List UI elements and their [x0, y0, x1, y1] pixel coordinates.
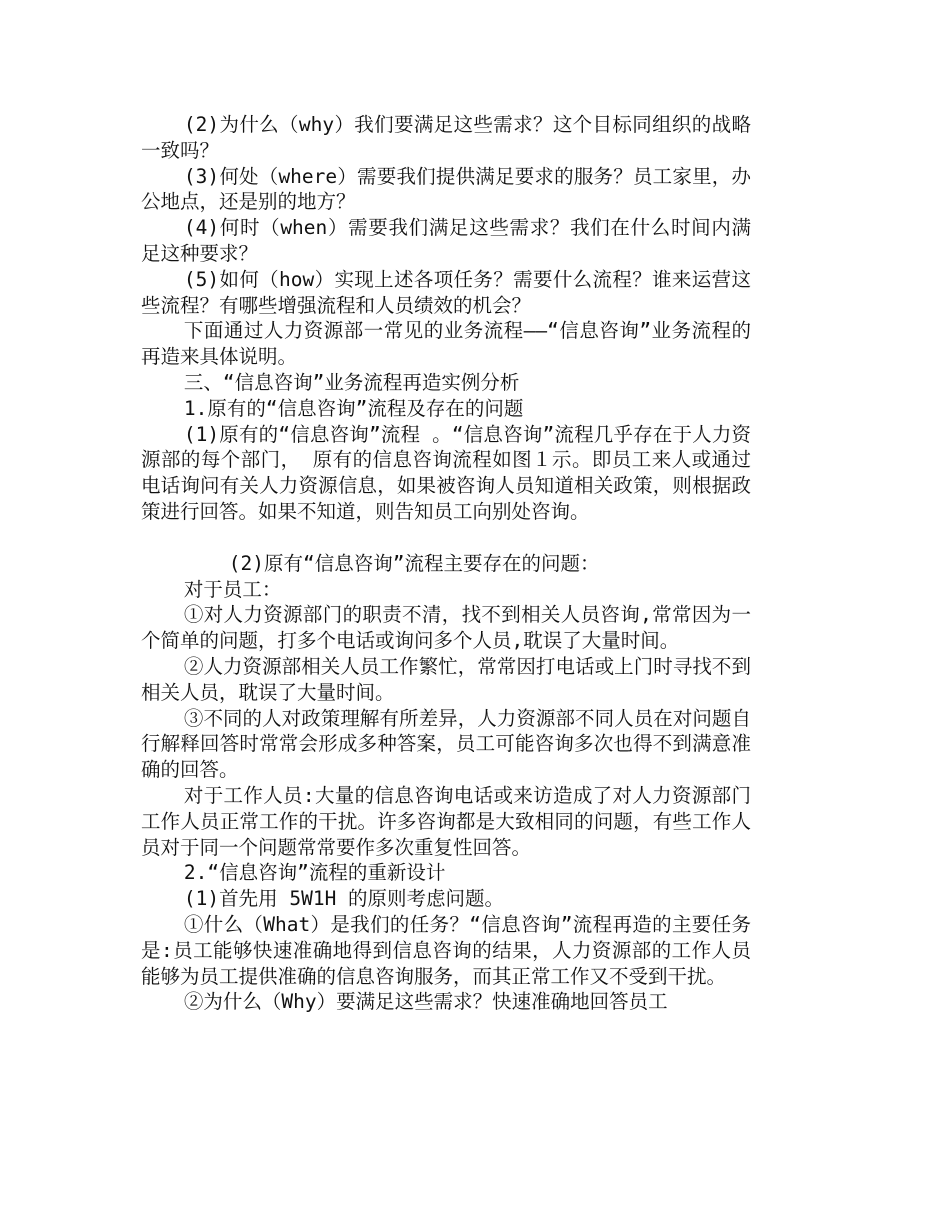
paragraph-5w1h: (1)首先用 5W1H 的原则考虑问题。 [183, 887, 505, 911]
paragraph-how: (5)如何（how）实现上述各项任务？需要什么流程？谁来运营这些流程？有哪些增强流程和人员绩效的机会？ [141, 267, 751, 317]
paragraph-what: ①什么（What）是我们的任务？“信息咨询”流程再造的主要任务是:员工能够快速准确地得到信息咨询的结果，人力资源部的工作人员能够为员工提供准确的信息咨询服务，而其正常工作又不受到干扰。 [141, 912, 751, 988]
subheading-1: 1.原有的“信息咨询”流程及存在的问题 [183, 396, 524, 420]
subheading-2: 2.“信息咨询”流程的重新设计 [183, 861, 446, 885]
blank-line [141, 525, 751, 551]
paragraph-problems-heading: (2)原有“信息咨询”流程主要存在的问题： [228, 551, 600, 575]
paragraph-problem-2: ②人力资源部相关人员工作繁忙，常常因打电话或上门时寻找不到相关人员，耽误了大量时间。 [141, 654, 751, 704]
paragraph-problem-3: ③不同的人对政策理解有所差异，人力资源部不同人员在对问题自行解释回答时常常会形成多种答案，员工可能咨询多次也得不到满意准确的回答。 [141, 706, 751, 782]
paragraph-why-2: ②为什么（Why）要满足这些需求？快速准确地回答员工 [183, 990, 668, 1014]
paragraph-problem-1: ①对人力资源部门的职责不清，找不到相关人员咨询,常常因为一个简单的问题，打多个电话或询问多个人员,耽误了大量时间。 [141, 603, 751, 653]
paragraph-original-process: (1)原有的“信息咨询”流程 。“信息咨询”流程几乎存在于人力资源部的每个部门， 原有的信息咨询流程如图１示。即员工来人或通过电话询问有关人力资源信息，如果被咨询人员知道相关政策，则根据政策进行回答。如果不知道，则告知员工向别处咨询。 [141, 422, 751, 523]
paragraph-for-employees: 对于员工： [183, 577, 282, 601]
paragraph-when: (4)何时（when）需要我们满足这些需求？我们在什么时间内满足这种要求？ [141, 216, 751, 265]
paragraph-for-staff: 对于工作人员:大量的信息咨询电话或来访造成了对人力资源部门工作人员正常工作的干扰。许多咨询都是大致相同的问题，有些工作人员对于同一个问题常常要作多次重复性回答。 [141, 783, 751, 859]
paragraph-why: (2)为什么（why）我们要满足这些需求？这个目标同组织的战略一致吗？ [141, 113, 751, 162]
document-body [141, 112, 751, 1015]
paragraph-where: (3)何处（where）需要我们提供满足要求的服务？员工家里，办公地点，还是别的地方？ [141, 164, 751, 214]
paragraph-intro-example: 下面通过人力资源部一常见的业务流程——“信息咨询”业务流程的再造来具体说明。 [141, 319, 751, 369]
section-heading-3: 三、“信息咨询”业务流程再造实例分析 [183, 370, 520, 394]
